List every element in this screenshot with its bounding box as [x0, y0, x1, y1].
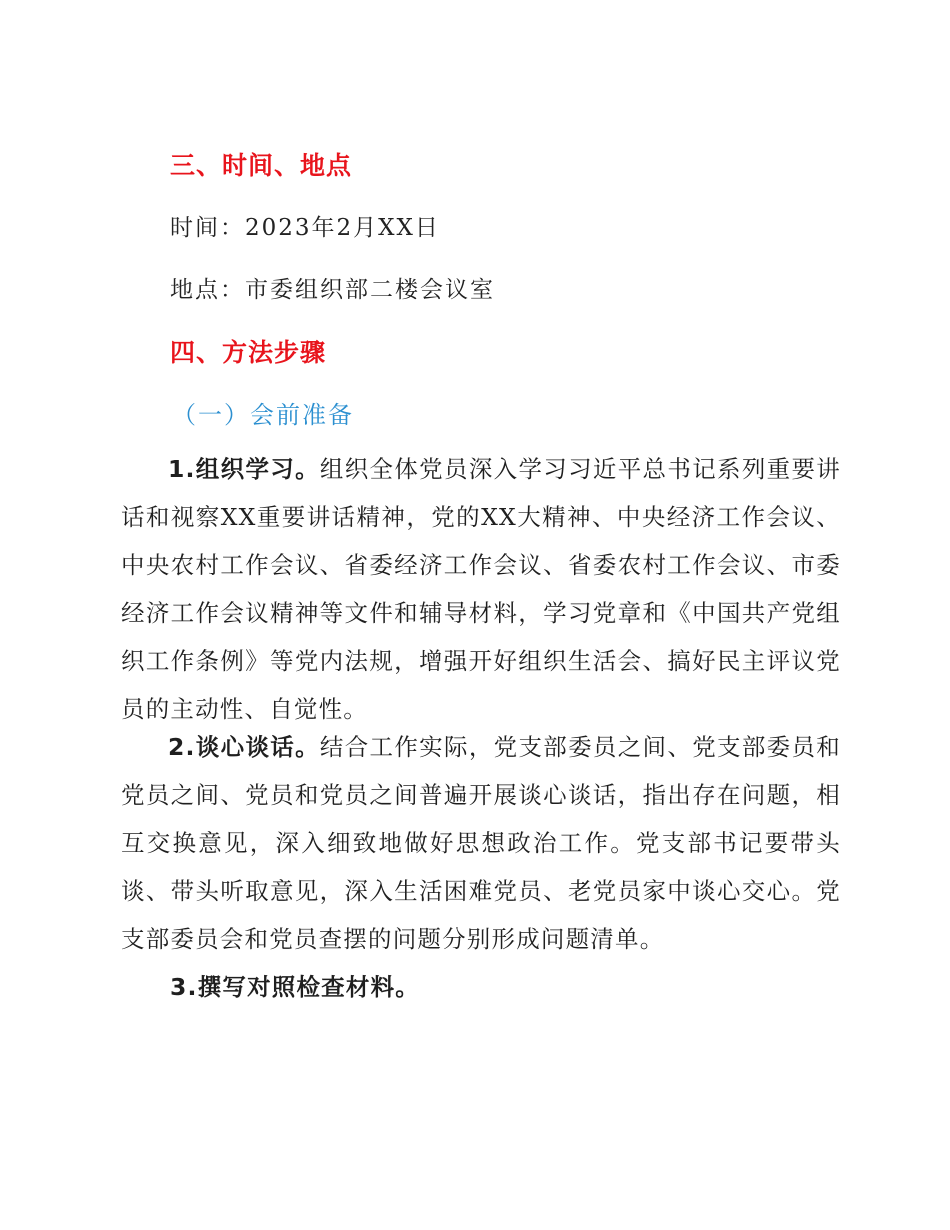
section-4-heading: 四、方法步骤 [170, 338, 327, 367]
item-2-title: 谈心谈话。 [195, 733, 320, 761]
paragraph-item-1 [121, 445, 841, 733]
item-2-number: 2. [168, 733, 196, 761]
paragraph-item-3 [170, 968, 420, 1002]
place-label: 地点： [170, 277, 245, 303]
item-1-body: 组织全体党员深入学习习近平总书记系列重要讲话和视察XX重要讲话精神，党的XX大精神、中央经济工作会议、中央农村工作会议、省委经济工作会议、省委农村工作会议、市委经济工作会议精神等文件和辅导材料，学习党章和《中国共产党组织工作条例》等党内法规，增强开好组织生活会、搞好民主评议党员的主动性、自觉性。 [121, 455, 841, 723]
place-line [170, 271, 495, 304]
item-1-number: 1. [168, 455, 196, 483]
item-3-title: 撰写对照检查材料。 [197, 973, 420, 1001]
section-3-heading: 三、时间、地点 [170, 151, 353, 180]
subsection-heading: （一）会前准备 [172, 401, 354, 429]
time-label: 时间： [170, 215, 245, 241]
paragraph-item-2 [121, 723, 841, 963]
item-1-title: 组织学习。 [195, 455, 320, 483]
item-3-number: 3. [170, 973, 198, 1001]
place-value: 市委组织部二楼会议室 [245, 277, 495, 303]
time-line [170, 209, 440, 242]
item-2-body: 结合工作实际，党支部委员之间、党支部委员和党员之间、党员和党员之间普遍开展谈心谈话，指出存在问题，相互交换意见，深入细致地做好思想政治工作。党支部书记要带头谈、带头听取意见，深入生活困难党员、老党员家中谈心交心。党支部委员会和党员查摆的问题分别形成问题清单。 [121, 733, 841, 953]
time-value: 2023年2月XX日 [245, 215, 440, 241]
